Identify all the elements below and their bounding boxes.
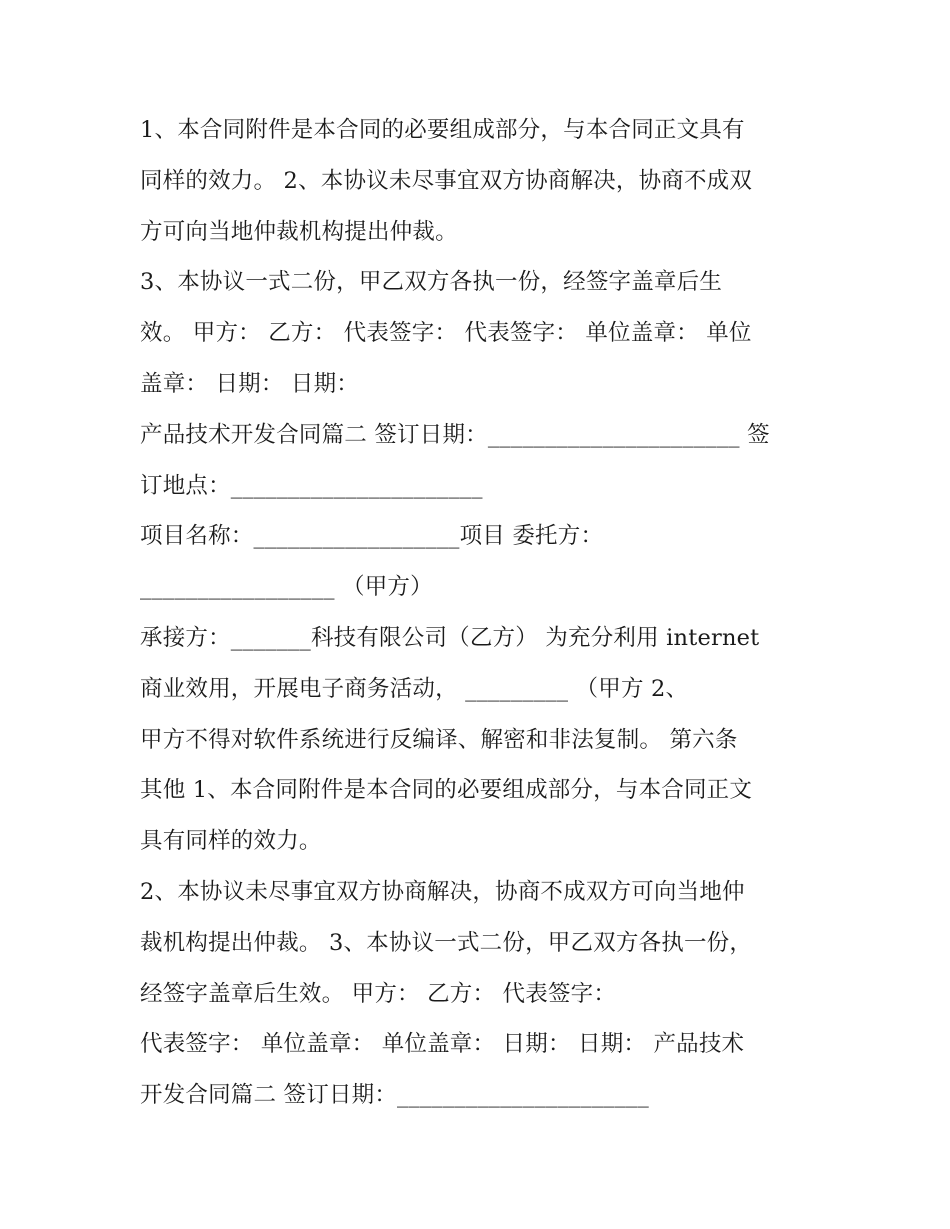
text-line: 同样的效力。 2、本协议未尽事宜双方协商解决，协商不成双 — [140, 167, 753, 194]
text-line: 承接方：_______科技有限公司（乙方） 为充分利用 internet — [140, 624, 760, 651]
text-line: 其他 1、本合同附件是本合同的必要组成部分，与本合同正文 — [140, 777, 753, 804]
text-line: 方可向当地仲裁机构提出仲裁。 — [140, 218, 458, 245]
text-line: 开发合同篇二 签订日期：______________________ — [140, 1082, 649, 1109]
text-line: 商业效用，开展电子商务活动， _________ （甲方 2、 — [140, 675, 689, 702]
text-line: 3、本协议一式二份，甲乙双方各执一份，经签字盖章后生 — [140, 269, 723, 296]
text-line: _________________ （甲方） — [140, 574, 433, 601]
text-line: 裁机构提出仲裁。 3、本协议一式二份，甲乙双方各执一份， — [140, 929, 753, 956]
text-line: 代表签字： 单位盖章： 单位盖章： 日期： 日期： 产品技术 — [140, 1031, 745, 1058]
text-line: 效。 甲方： 乙方： 代表签字： 代表签字： 单位盖章： 单位 — [140, 320, 752, 347]
document-body — [140, 105, 820, 1121]
text-line: 经签字盖章后生效。 甲方： 乙方： 代表签字： — [140, 980, 617, 1007]
text-line: 产品技术开发合同篇二 签订日期：______________________ 签 — [140, 421, 770, 448]
text-line: 甲方不得对软件系统进行反编译、解密和非法复制。 第六条 — [140, 726, 738, 753]
text-line: 盖章： 日期： 日期： — [140, 370, 360, 397]
text-line: 1、本合同附件是本合同的必要组成部分，与本合同正文具有 — [140, 117, 745, 143]
text-line: 项目名称：__________________项目 委托方： — [140, 523, 604, 550]
text-line: 订地点：______________________ — [140, 472, 483, 499]
text-line: 2、本协议未尽事宜双方协商解决，协商不成双方可向当地仲 — [140, 878, 745, 905]
text-line: 具有同样的效力。 — [140, 828, 322, 855]
